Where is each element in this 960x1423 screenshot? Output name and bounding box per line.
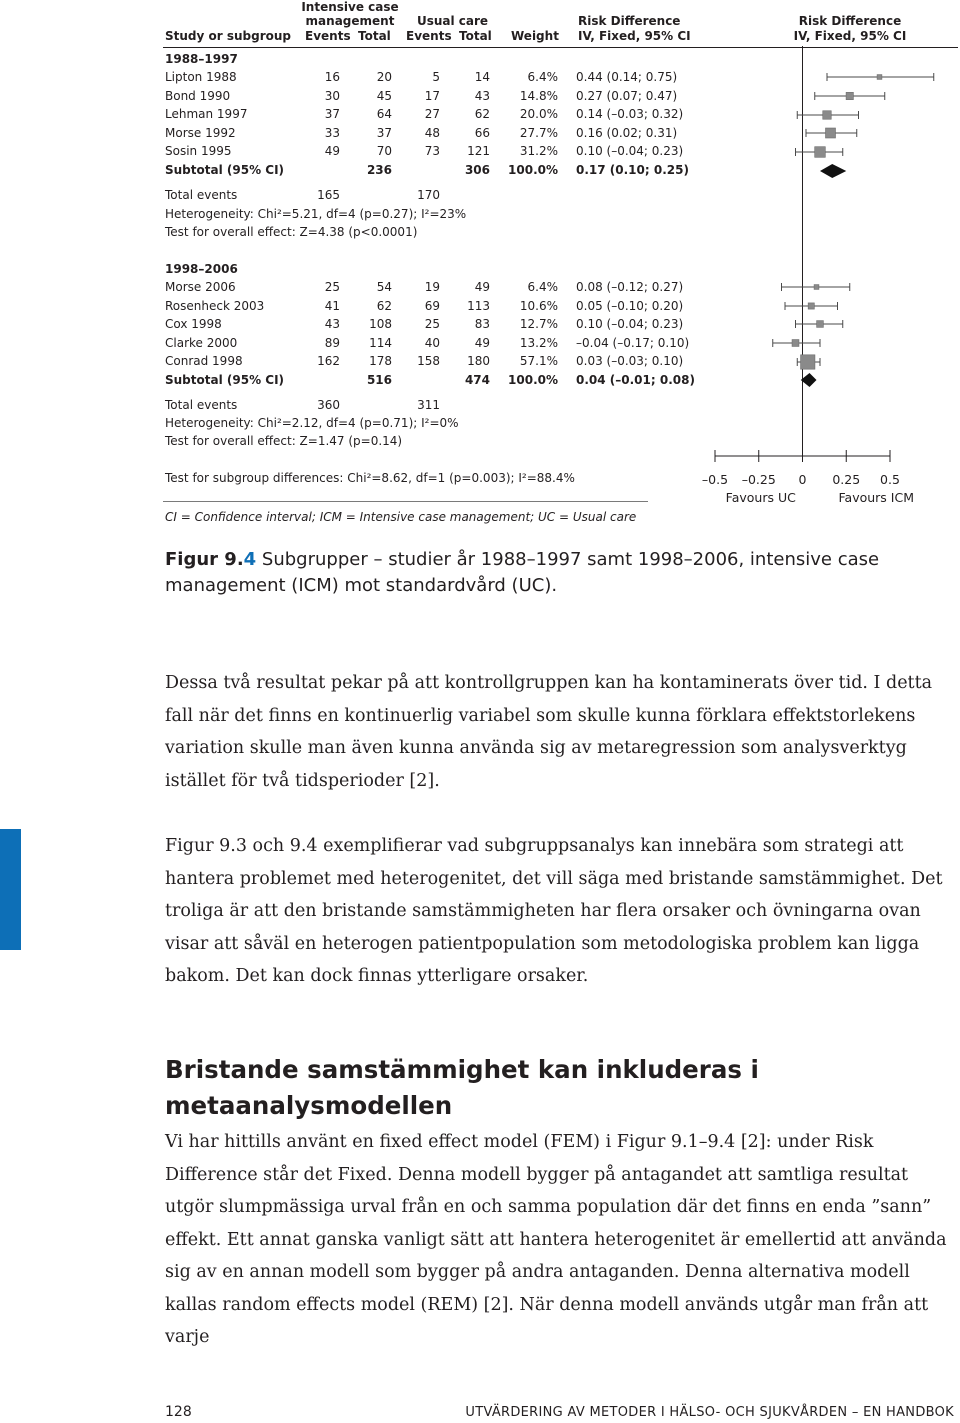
study-point (817, 321, 824, 328)
uc-total: 306 (464, 163, 490, 177)
total-events-icm: 360 (317, 398, 340, 412)
icm-events: 33 (324, 125, 340, 140)
uc-events: 158 (417, 354, 440, 369)
x-tick-label: –0.5 (701, 472, 729, 487)
header-group1-line2: management (305, 14, 395, 28)
risk-difference: 0.05 (–0.10; 0.20) (576, 298, 684, 313)
header-weight: Weight (511, 29, 559, 43)
group-title: 1998–2006 (165, 262, 238, 276)
uc-total: 121 (467, 144, 490, 159)
table-row (0, 354, 720, 372)
running-footer: UTVÄRDERING AV METODER I HÄLSO- OCH SJUKVÅRDEN – EN HANDBOK (465, 1405, 954, 1420)
icm-events: 89 (324, 335, 340, 350)
study-point (826, 128, 836, 138)
study-name: Morse 2006 (165, 280, 236, 294)
table-row (0, 336, 720, 354)
forest-plot (700, 44, 955, 514)
pooled-diamond (801, 373, 817, 387)
icm-total: 62 (376, 298, 392, 313)
paragraph-1: Dessa två resultat pekar på att kontrollgruppen kan ha kontaminerats över tid. I detta fall när det finns en kontinuerlig variabel som skulle kunna förklara effektstorlekens variation skulle man även kunna använda sig av metaregression som analysverktyg istället för två tidsperioder [2]. (165, 673, 933, 791)
weight: 31.2% (519, 144, 558, 159)
study-name: Morse 1992 (165, 125, 236, 140)
uc-total: 43 (474, 88, 490, 103)
study-name: Rosenheck 2003 (165, 298, 265, 313)
table-row (0, 126, 720, 144)
risk-difference: 0.14 (–0.03; 0.32) (576, 107, 684, 122)
favours-icm-label: Favours ICM (838, 490, 914, 505)
paragraph-3: Vi har hittills använt en fixed effect model (FEM) i Figur 9.1–9.4 [2]: under Risk Difference står det Fixed. Denna modell bygger på antagandet att samtliga resultat utgör slumpmässiga urval från en och samma population där det finns en enda ”sann” effekt. Ett annat ganska vanligt sätt att hantera heterogenitet är emellertid att använda sig av en annan modell som bygger på andra antaganden. Denna alternativa modell kallas random effects model (REM) [2]. När denna modell används utgår man från att varje (165, 1132, 947, 1347)
weight: 6.4% (527, 70, 558, 84)
risk-difference: 0.27 (0.07; 0.47) (576, 88, 678, 103)
study-name: Lehman 1997 (165, 107, 248, 122)
study-point (877, 75, 882, 80)
header-study: Study or subgroup (165, 29, 292, 43)
header-total-1: Total (358, 29, 391, 43)
icm-events: 162 (317, 354, 340, 369)
uc-events: 19 (424, 280, 440, 294)
uc-total: 49 (474, 335, 490, 350)
subtotal-row (0, 163, 720, 181)
uc-events: 17 (424, 88, 440, 103)
icm-events: 37 (324, 107, 340, 122)
table-row (0, 317, 720, 335)
heterogeneity: Heterogeneity: Chi²=5.21, df=4 (p=0.27); I²=23% (165, 207, 467, 221)
uc-total: 83 (474, 317, 490, 332)
caption-number: 4 (243, 549, 257, 570)
x-tick-label: –0.25 (741, 472, 776, 487)
study-name: Clarke 2000 (165, 335, 238, 350)
page-number: 128 (165, 1404, 192, 1420)
subgroup-test: Test for subgroup differences: Chi²=8.62, df=1 (p=0.003); I²=88.4% (165, 471, 575, 485)
uc-events: 73 (424, 144, 440, 159)
header-rd: Risk Difference (578, 14, 681, 28)
forest-plot-figure (0, 0, 960, 530)
weight: 12.7% (519, 317, 558, 332)
icm-events: 41 (324, 298, 340, 313)
study-point (823, 111, 831, 119)
study-name: Sosin 1995 (165, 144, 232, 159)
weight: 20.0% (519, 107, 558, 122)
study-name: Bond 1990 (165, 88, 231, 103)
x-tick-label: 0 (798, 472, 807, 487)
overall-effect: Test for overall effect: Z=1.47 (p=0.14) (165, 434, 403, 448)
study-point (808, 303, 814, 309)
header-plot: Risk Difference (798, 14, 902, 28)
total-events-uc: 170 (417, 188, 440, 202)
table-row (0, 299, 720, 317)
header-group1-line1: Intensive case (301, 0, 399, 14)
uc-events: 40 (424, 335, 440, 350)
icm-total: 178 (369, 354, 392, 369)
header-plot-method: IV, Fixed, 95% CI (793, 29, 907, 43)
uc-events: 5 (432, 70, 440, 84)
section-heading: Bristande samstämmighet kan inkluderas i metaanalysmodellen (165, 1055, 759, 1120)
paragraph-2: Figur 9.3 och 9.4 exemplifierar vad subgruppsanalys kan innebära som strategi att hantera problemet med heterogenitet, det vill säga med bristande samstämmighet. Det troliga är att den bristande samstämmigheten har flera orsaker och övningarna ovan visar att såväl en heterogen patientpopulation som metodologiska problem kan ligga bakom. Det kan dock finnas ytterligare orsaker. (165, 836, 943, 986)
icm-total: 114 (369, 335, 392, 350)
uc-total: 66 (474, 125, 490, 140)
group-title: 1988–1997 (165, 52, 238, 66)
study-name: Lipton 1988 (165, 70, 237, 84)
footnote: CI = Confidence interval; ICM = Intensive case management; UC = Usual care (165, 510, 637, 524)
weight: 6.4% (527, 280, 558, 294)
study-name: Subtotal (95% CI) (165, 163, 285, 177)
overall-effect: Test for overall effect: Z=4.38 (p<0.0001) (165, 225, 418, 239)
weight: 27.7% (519, 125, 558, 140)
header-events-2: Events (406, 29, 452, 43)
weight: 14.8% (519, 88, 558, 103)
icm-total: 37 (376, 125, 392, 140)
x-tick-label: 0.5 (880, 472, 900, 487)
risk-difference: 0.17 (0.10; 0.25) (576, 163, 689, 177)
header-rd-method: IV, Fixed, 95% CI (578, 29, 691, 43)
icm-total: 45 (376, 88, 392, 103)
icm-total: 70 (376, 144, 392, 159)
study-point (846, 92, 853, 99)
table-row (0, 280, 720, 298)
icm-total: 516 (366, 373, 392, 387)
total-events-icm: 165 (317, 188, 340, 202)
weight: 13.2% (519, 335, 558, 350)
caption-label: Figur 9. (165, 549, 244, 570)
weight: 57.1% (519, 354, 558, 369)
pooled-diamond (820, 164, 846, 178)
weight: 100.0% (508, 373, 558, 387)
icm-events: 16 (324, 70, 340, 84)
header-group2: Usual care (416, 14, 489, 28)
header-total-2: Total (459, 29, 492, 43)
study-name: Conrad 1998 (165, 354, 243, 369)
study-point (792, 340, 799, 347)
header-events-1: Events (305, 29, 351, 43)
icm-events: 30 (324, 88, 340, 103)
caption-text: Subgrupper – studier år 1988–1997 samt 1998–2006, intensive case management (ICM) mot standardvård (UC). (165, 549, 880, 596)
table-row (0, 70, 720, 88)
uc-total: 49 (474, 280, 490, 294)
icm-total: 20 (376, 70, 392, 84)
heterogeneity: Heterogeneity: Chi²=2.12, df=4 (p=0.71); I²=0% (165, 416, 459, 430)
total-events-label: Total events (165, 398, 238, 412)
uc-events: 48 (424, 125, 440, 140)
uc-events: 27 (424, 107, 440, 122)
uc-total: 14 (474, 70, 490, 84)
icm-total: 108 (369, 317, 392, 332)
figure-caption (165, 547, 955, 599)
study-point (814, 285, 819, 290)
risk-difference: 0.10 (–0.04; 0.23) (576, 144, 684, 159)
risk-difference: 0.16 (0.02; 0.31) (576, 125, 678, 140)
risk-difference: 0.44 (0.14; 0.75) (576, 70, 678, 84)
total-events-uc: 311 (417, 398, 440, 412)
risk-difference: 0.03 (–0.03; 0.10) (576, 354, 684, 369)
risk-difference: 0.10 (–0.04; 0.23) (576, 317, 684, 332)
footnote-rule (163, 501, 648, 502)
total-events-label: Total events (165, 188, 238, 202)
subtotal-row (0, 373, 720, 391)
weight: 100.0% (508, 163, 558, 177)
study-name: Subtotal (95% CI) (165, 373, 285, 387)
risk-difference: –0.04 (–0.17; 0.10) (576, 335, 690, 350)
table-row (0, 107, 720, 125)
icm-events: 25 (324, 280, 340, 294)
study-name: Cox 1998 (165, 317, 222, 332)
uc-events: 69 (424, 298, 440, 313)
risk-difference: 0.04 (–0.01; 0.08) (576, 373, 695, 387)
study-point (815, 147, 826, 158)
x-tick-label: 0.25 (832, 472, 861, 487)
uc-events: 25 (424, 317, 440, 332)
icm-events: 43 (324, 317, 340, 332)
icm-total: 54 (376, 280, 392, 294)
weight: 10.6% (519, 298, 558, 313)
table-row (0, 144, 720, 162)
uc-total: 62 (474, 107, 490, 122)
study-point (801, 355, 815, 369)
icm-total: 236 (366, 163, 392, 177)
risk-difference: 0.08 (–0.12; 0.27) (576, 280, 684, 294)
icm-total: 64 (376, 107, 392, 122)
icm-events: 49 (324, 144, 340, 159)
side-marker (0, 829, 21, 950)
table-row (0, 89, 720, 107)
uc-total: 180 (467, 354, 490, 369)
uc-total: 113 (467, 298, 490, 313)
uc-total: 474 (464, 373, 490, 387)
favours-uc-label: Favours UC (725, 490, 796, 505)
